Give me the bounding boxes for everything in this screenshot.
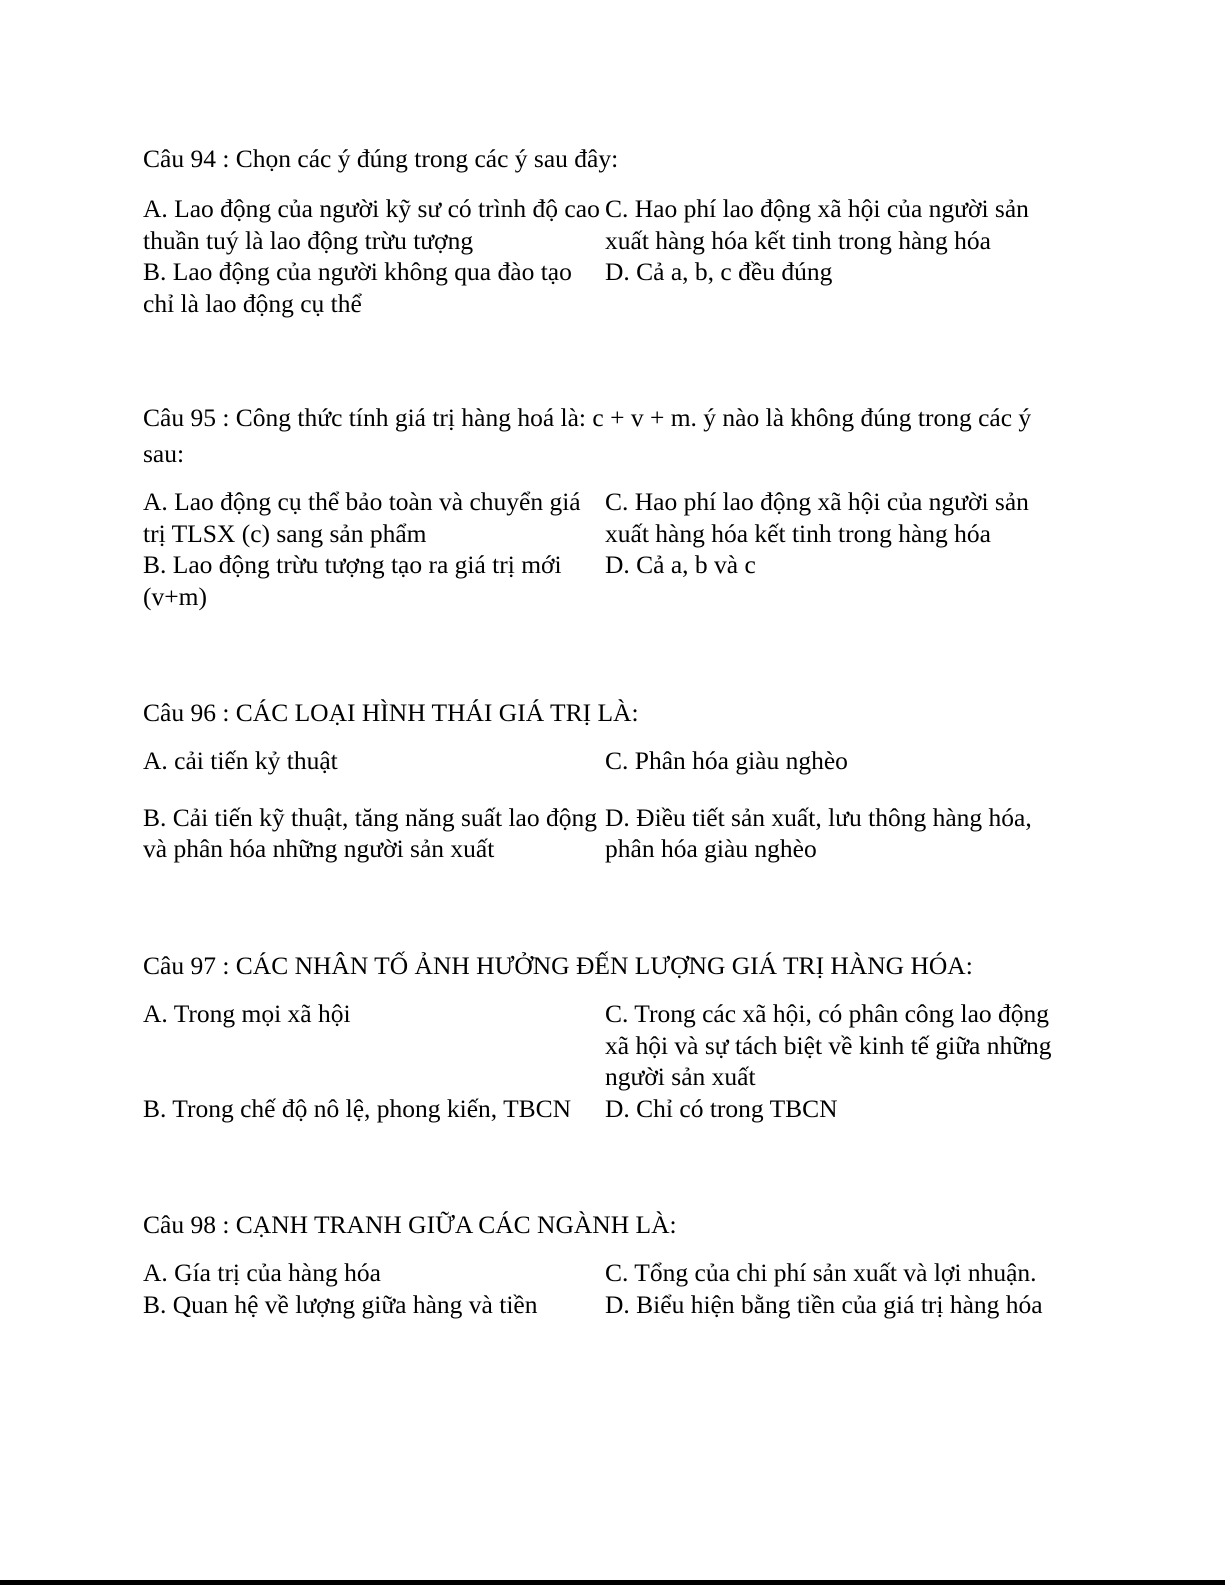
option-a: A. Gía trị của hàng hóa [143, 1258, 381, 1287]
question-stem: Câu 94 : Chọn các ý đúng trong các ý sau đây: [143, 144, 619, 173]
option-d: D. Cả a, b và c [605, 550, 756, 579]
option-b: B. Lao động trừu tượng tạo ra giá trị mới (v+m) [143, 550, 562, 611]
option-c: C. Tổng của chi phí sản xuất và lợi nhuận. [605, 1258, 1037, 1287]
option-b: B. Cải tiến kỹ thuật, tăng năng suất lao động và phân hóa những người sản xuất [143, 802, 597, 863]
option-a: A. Lao động của người kỹ sư có trình độ cao thuần tuý là lao động trừu tượng [143, 194, 600, 255]
question-95 [143, 400, 1063, 612]
page-bottom-border [0, 1580, 1225, 1585]
question-94 [143, 141, 1063, 319]
option-d: D. Cả a, b, c đều đúng [605, 257, 833, 286]
option-d: D. Biểu hiện bằng tiền của giá trị hàng hóa [605, 1289, 1043, 1319]
answer-options [143, 998, 1063, 1124]
question-96 [143, 695, 1063, 865]
option-c: C. Hao phí lao động xã hội của người sản xuất hàng hóa kết tinh trong hàng hóa [605, 194, 1029, 255]
question-stem: Câu 97 : CÁC NHÂN TỐ ẢNH HƯỞNG ĐẾN LƯỢNG GIÁ TRỊ HÀNG HÓA: [143, 951, 973, 980]
answer-options [143, 745, 1063, 865]
option-b: B. Trong chế độ nô lệ, phong kiến, TBCN [143, 1093, 572, 1123]
answer-options [143, 193, 1063, 319]
option-d: D. Điều tiết sản xuất, lưu thông hàng hóa, phân hóa giàu nghèo [605, 802, 1032, 863]
question-97 [143, 948, 1063, 1124]
option-c: C. Trong các xã hội, có phân công lao động xã hội và sự tách biệt về kinh tế giữa những người sản xuất [605, 999, 1052, 1091]
question-stem: Câu 98 : CẠNH TRANH GIỮA CÁC NGÀNH LÀ: [143, 1210, 677, 1239]
option-b: B. Quan hệ về lượng giữa hàng và tiền [143, 1289, 538, 1319]
answer-options [143, 1257, 1063, 1320]
option-c: C. Phân hóa giàu nghèo [605, 746, 848, 775]
answer-options [143, 486, 1063, 612]
question-98 [143, 1207, 1063, 1320]
question-stem: Câu 96 : CÁC LOẠI HÌNH THÁI GIÁ TRỊ LÀ: [143, 698, 639, 727]
option-a: A. Trong mọi xã hội [143, 999, 351, 1028]
option-d: D. Chỉ có trong TBCN [605, 1093, 838, 1123]
option-a: A. Lao động cụ thể bảo toàn và chuyển giá trị TLSX (c) sang sản phẩm [143, 487, 581, 548]
option-b: B. Lao động của người không qua đào tạo chỉ là lao động cụ thể [143, 257, 572, 318]
option-c: C. Hao phí lao động xã hội của người sản xuất hàng hóa kết tinh trong hàng hóa [605, 487, 1029, 548]
option-a: A. cải tiến kỷ thuật [143, 746, 338, 775]
question-stem: Câu 95 : Công thức tính giá trị hàng hoá là: c + v + m. ý nào là không đúng trong các ý sau: [143, 403, 1032, 468]
